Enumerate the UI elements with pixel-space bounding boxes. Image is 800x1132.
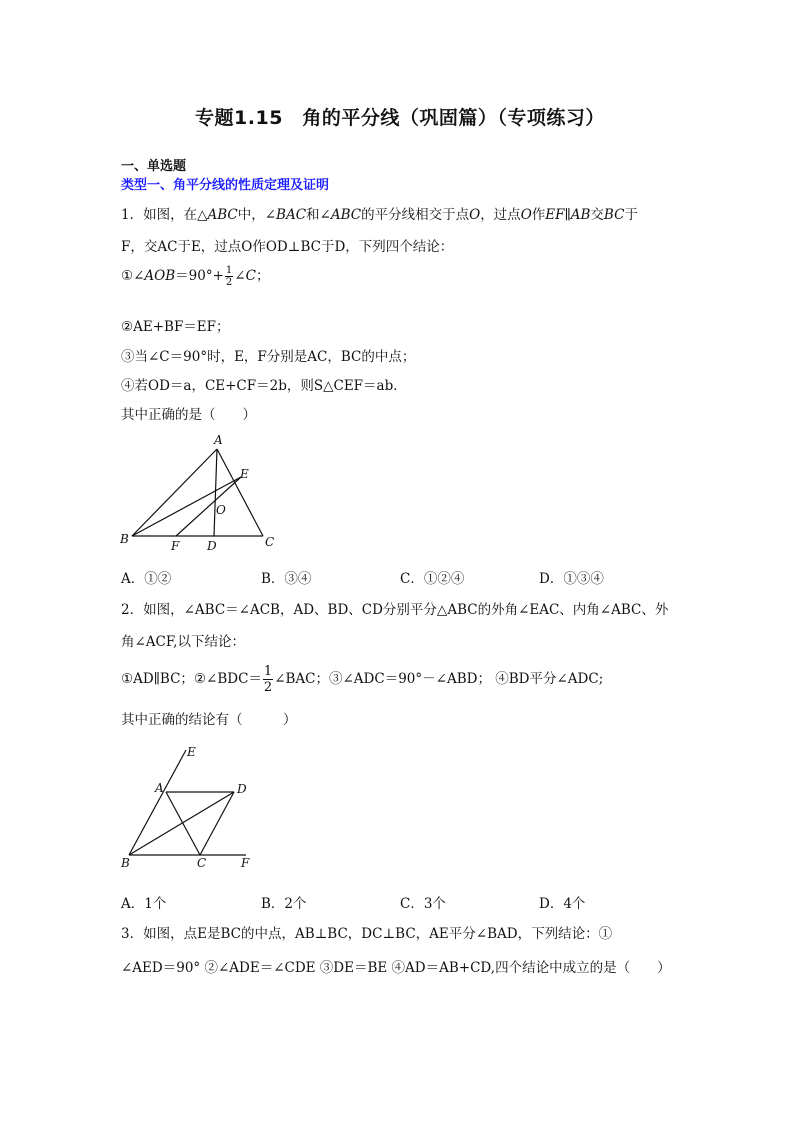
q1-option-c[interactable]: C．①②④ bbox=[400, 571, 465, 587]
q2-ask: 其中正确的结论有（ ） bbox=[121, 712, 297, 728]
page-title: 专题1.15 角的平分线（巩固篇）（专项练习） bbox=[195, 107, 605, 129]
q2-label-D: D bbox=[237, 782, 247, 796]
q2-figure bbox=[112, 742, 272, 870]
q1-label-B: B bbox=[120, 532, 129, 546]
q1-label-D: D bbox=[207, 539, 217, 553]
q1-figure bbox=[110, 428, 290, 556]
q1-conclusion-4: ④若OD＝a，CE+CF＝2b，则S△CEF＝ab． bbox=[121, 378, 407, 394]
q2-label-E: E bbox=[187, 745, 196, 759]
q2-option-b[interactable]: B．2个 bbox=[261, 896, 307, 912]
q1-label-F: F bbox=[171, 539, 180, 553]
fraction-half: $\frac{1}{2}$ bbox=[263, 664, 273, 695]
q1-label-C: C bbox=[265, 535, 275, 549]
q1-option-a[interactable]: A．①② bbox=[121, 571, 172, 587]
fraction-half: $\frac{1}{2}$ bbox=[225, 265, 233, 288]
q3-stem-line2: ∠AED＝90° ②∠ADE＝∠CDE ③DE＝BE ④AD＝AB+CD,四个结论中成立的是（ ） bbox=[121, 960, 671, 976]
q1-stem-line1: 1．如图，在△ABC中，∠BAC和∠ABC的平分线相交于点O，过点O作EF∥AB交BC于 bbox=[121, 207, 638, 223]
q1-stem-line2: F，交AC于E，过点O作OD⊥BC于D，下列四个结论： bbox=[121, 239, 454, 255]
type-heading: 类型一、角平分线的性质定理及证明 bbox=[121, 178, 330, 193]
q2-label-A: A bbox=[155, 781, 164, 795]
q2-stem-line1: 2．如图，∠ABC＝∠ACB，AD、BD、CD分别平分△ABC的外角∠EAC、内角∠ABC、外 bbox=[121, 602, 669, 618]
q2-label-C: C bbox=[197, 856, 207, 870]
section-heading: 一、单选题 bbox=[121, 159, 187, 174]
q1-label-O: O bbox=[216, 503, 226, 517]
q2-option-c[interactable]: C．3个 bbox=[400, 896, 446, 912]
q1-conclusion-3: ③当∠C＝90°时，E，F分别是AC，BC的中点； bbox=[121, 349, 416, 365]
q1-ask: 其中正确的是（ ） bbox=[121, 407, 256, 423]
q1-conclusion-2: ②AE+BF＝EF； bbox=[121, 319, 230, 335]
q2-stem-line2: 角∠ACF,以下结论： bbox=[121, 634, 245, 650]
q1-label-A: A bbox=[214, 433, 223, 447]
q1-label-E: E bbox=[240, 467, 249, 481]
q3-stem-line1: 3．如图，点E是BC的中点，AB⊥BC，DC⊥BC，AE平分∠BAD，下列结论：① bbox=[121, 926, 613, 942]
q1-option-d[interactable]: D．①③④ bbox=[539, 571, 604, 587]
q2-label-F: F bbox=[241, 856, 250, 870]
q2-option-a[interactable]: A．1个 bbox=[121, 896, 167, 912]
q2-option-d[interactable]: D．4个 bbox=[539, 896, 586, 912]
q1-conclusion-1: ①∠AOB＝90°+ $\frac{1}{2}$ ∠C； bbox=[121, 265, 270, 288]
q2-conclusions: ①AD∥BC；②∠BDC＝ $\frac{1}{2}$ ∠BAC；③∠ADC＝90°－∠ABD； ④BD平分∠ADC; bbox=[121, 664, 604, 695]
q2-label-B: B bbox=[121, 856, 130, 870]
q1-option-b[interactable]: B．③④ bbox=[261, 571, 312, 587]
